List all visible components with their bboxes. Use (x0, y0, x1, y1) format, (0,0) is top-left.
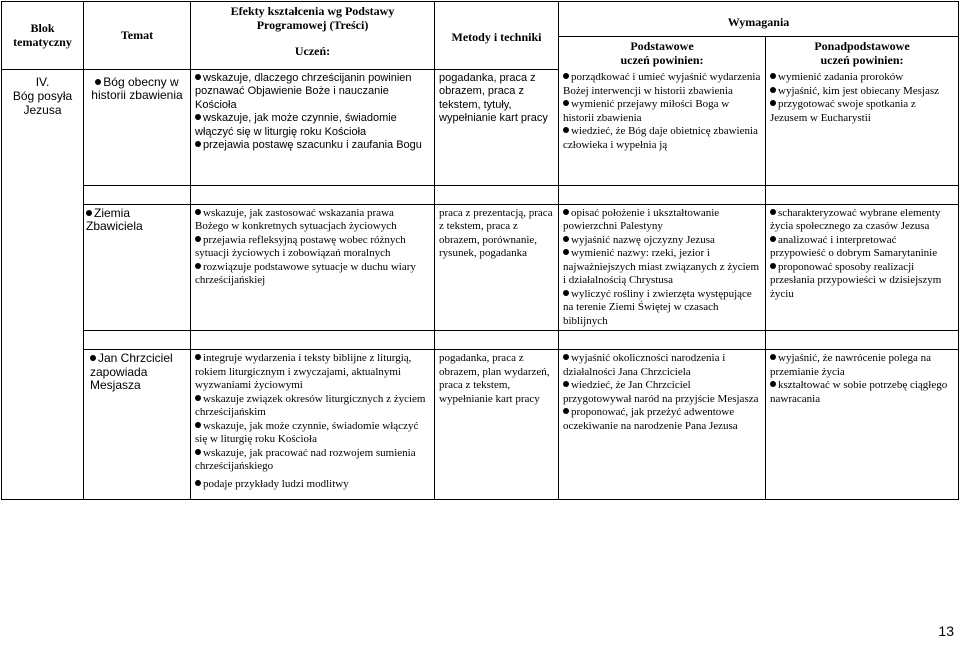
bullet-icon (563, 73, 569, 79)
bullet-icon (195, 236, 201, 242)
effect-item (195, 234, 430, 261)
spacer-row (2, 331, 959, 350)
basic-text: wymienić nazwy: rzeki, jezior i najważniejszych miast związanych z życiem i działalnością Chrystusa (563, 247, 760, 286)
topic-cell (84, 69, 191, 185)
basic-cell (559, 69, 766, 185)
bullet-icon (563, 290, 569, 296)
topic-text: Bóg obecny w historii zbawienia (91, 74, 183, 102)
advanced-text: proponować sposoby realizacji przesłania przypowieści w dzisiejszym życiu (770, 260, 942, 300)
methods-cell: pogadanka, praca z obrazem, plan wydarzeń, praca z tekstem, wypełnianie kart pracy (435, 350, 559, 500)
block-number: IV. (35, 74, 50, 89)
effect-item (195, 261, 430, 288)
header-ponad-title: Ponadpodstawowe (814, 39, 910, 53)
effect-item (195, 112, 430, 139)
bullet-icon (86, 210, 92, 216)
advanced-item (770, 207, 954, 234)
advanced-text: wymienić zadania proroków (778, 71, 904, 83)
effect-text: wskazuje, jak może czynnie, świadomie włączyć się w liturgię roku Kościoła (195, 112, 397, 138)
topic-text: Jan Chrzciciel zapowiada Mesjasza (90, 351, 173, 392)
advanced-text: wyjaśnić, że nawrócenie polega na przemianie życia (770, 352, 932, 378)
basic-text: wymienić przejawy miłości Boga w historii zbawienia (563, 98, 730, 124)
advanced-cell (766, 350, 959, 500)
basic-text: wyjaśnić okoliczności narodzenia i działalności Jana Chrzciciela (563, 352, 726, 378)
topic-text: Ziemia Zbawiciela (86, 205, 143, 233)
effect-item (195, 139, 430, 153)
bullet-icon (195, 395, 201, 401)
basic-item (563, 406, 761, 433)
methods-cell: pogadanka, praca z obrazem, praca z tekstem, tytuły, wypełnianie kart pracy (435, 69, 559, 185)
advanced-item (770, 98, 954, 125)
advanced-item (770, 71, 954, 85)
bullet-icon (563, 381, 569, 387)
basic-text: wyliczyć rośliny i zwierzęta występujące na terenie Ziemi Świętej w czasach biblijnych (563, 287, 752, 327)
header-blok: Blok tematyczny (2, 2, 84, 70)
bullet-icon (770, 100, 776, 106)
header-wymagania: Wymagania (559, 2, 959, 37)
basic-item (563, 379, 761, 406)
effects-cell (191, 350, 435, 500)
effect-text: rozwiązuje podstawowe sytuacje w duchu wiary chrześcijańskiej (195, 260, 416, 286)
header-efekty-sub: Uczeń: (294, 44, 331, 58)
basic-item (563, 125, 761, 152)
advanced-text: analizować i interpretować przypowieść o dobrym Samarytaninie (770, 233, 938, 259)
advanced-text: wyjaśnić, kim jest obiecany Mesjasz (778, 84, 939, 97)
basic-text: opisać położenie i ukształtowanie powierzchni Palestyny (563, 206, 720, 232)
bullet-icon (770, 209, 776, 215)
topic-cell (84, 350, 191, 500)
effect-item (195, 420, 430, 447)
advanced-item (770, 261, 954, 302)
bullet-icon (90, 355, 96, 361)
basic-item (563, 71, 761, 98)
header-podstawowe-sub: uczeń powinien: (620, 53, 704, 67)
basic-text: wiedzieć, że Jan Chrzciciel przygotowywał naród na przyjście Mesjasza (563, 379, 759, 405)
bullet-icon (563, 408, 569, 414)
effect-text: przejawia postawę szacunku i zaufania Bogu (203, 139, 422, 151)
header-podstawowe (559, 37, 766, 70)
effects-cell (191, 69, 435, 185)
basic-cell (559, 204, 766, 331)
effect-text: wskazuje, jak pracować nad rozwojem sumienia chrześcijańskiego (195, 446, 416, 472)
block-title: Bóg posyła Jezusa (12, 89, 73, 117)
bullet-icon (195, 141, 201, 147)
bullet-icon (770, 236, 776, 242)
bullet-icon (195, 114, 201, 120)
advanced-text: scharakteryzować wybrane elementy życia społecznego za czasów Jezusa (770, 206, 941, 232)
block-cell (2, 69, 84, 500)
table-row (2, 204, 959, 331)
basic-text: wyjaśnić nazwę ojczyzny Jezusa (571, 233, 715, 246)
bullet-icon (95, 79, 101, 85)
bullet-icon (195, 449, 201, 455)
basic-item (563, 234, 761, 248)
effect-item (195, 393, 430, 420)
effect-item (195, 72, 430, 113)
effect-text: wskazuje związek okresów liturgicznych z życiem chrześcijańskim (195, 392, 426, 418)
bullet-icon (195, 263, 201, 269)
effect-item (195, 478, 430, 492)
effect-item (195, 447, 430, 474)
bullet-icon (195, 209, 201, 215)
advanced-cell (766, 204, 959, 331)
header-temat: Temat (84, 2, 191, 70)
header-podstawowe-title: Podstawowe (630, 39, 694, 53)
curriculum-table (1, 1, 959, 500)
bullet-icon (563, 354, 569, 360)
effect-item (195, 207, 430, 234)
bullet-icon (563, 127, 569, 133)
bullet-icon (195, 74, 201, 80)
advanced-cell (766, 69, 959, 185)
bullet-icon (195, 480, 201, 486)
basic-item (563, 288, 761, 329)
bullet-icon (770, 73, 776, 79)
basic-text: proponować, jak przeżyć adwentowe oczekiwanie na narodzenie Pana Jezusa (563, 406, 738, 432)
table-row (2, 350, 959, 500)
table-row (2, 69, 959, 185)
bullet-icon (770, 87, 776, 93)
effect-text: wskazuje, jak może czynnie, świadomie włączyć się w liturgię roku Kościoła (195, 419, 419, 445)
advanced-text: przygotować swoje spotkania z Jezusem w Eucharystii (770, 98, 916, 124)
header-efekty (191, 2, 435, 70)
header-ponad-sub: uczeń powinien: (820, 53, 904, 67)
basic-item (563, 247, 761, 288)
topic-cell (84, 204, 191, 331)
advanced-item (770, 379, 954, 406)
header-ponad (766, 37, 959, 70)
basic-item (563, 207, 761, 234)
bullet-icon (770, 263, 776, 269)
advanced-item (770, 352, 954, 379)
bullet-icon (195, 354, 201, 360)
advanced-text: kształtować w sobie potrzebę ciągłego nawracania (770, 379, 948, 405)
header-efekty-title: Efekty kształcenia wg Podstawy Programowej (Treści) (230, 4, 395, 32)
effect-text: wskazuje, dlaczego chrześcijanin powinien poznawać Objawienie Boże i nauczanie Kościoła (195, 71, 412, 111)
effect-text: przejawia refleksyjną postawę wobec różnych sytuacji życiowych i zobowiązań moralnych (195, 233, 406, 259)
effect-text: integruje wydarzenia i teksty biblijne z liturgią, rokiem liturgicznym i zwyczajami, aktualnymi wyzwaniami życiowymi (195, 352, 412, 391)
effects-cell (191, 204, 435, 331)
effect-text: podaje przykłady ludzi modlitwy (203, 477, 349, 490)
basic-item (563, 352, 761, 379)
bullet-icon (563, 100, 569, 106)
methods-cell: praca z prezentacją, praca z tekstem, praca z obrazem, porównanie, rysunek, pogadanka (435, 204, 559, 331)
bullet-icon (563, 236, 569, 242)
effect-text: wskazuje, jak zastosować wskazania prawa Bożego w konkretnych sytuacjach życiowych (195, 206, 397, 232)
advanced-item (770, 85, 954, 99)
effect-item (195, 352, 430, 393)
bullet-icon (770, 381, 776, 387)
bullet-icon (563, 249, 569, 255)
basic-text: wiedzieć, że Bóg daje obietnicę zbawienia człowieka i wypełnia ją (563, 125, 758, 151)
bullet-icon (770, 354, 776, 360)
header-metody: Metody i techniki (435, 2, 559, 70)
basic-item (563, 98, 761, 125)
basic-text: porządkować i umieć wyjaśnić wydarzenia Bożej interwencji w historii zbawienia (563, 71, 761, 97)
basic-cell (559, 350, 766, 500)
page-number: 13 (938, 623, 954, 639)
bullet-icon (563, 209, 569, 215)
spacer-row (2, 185, 959, 204)
advanced-item (770, 234, 954, 261)
bullet-icon (195, 422, 201, 428)
